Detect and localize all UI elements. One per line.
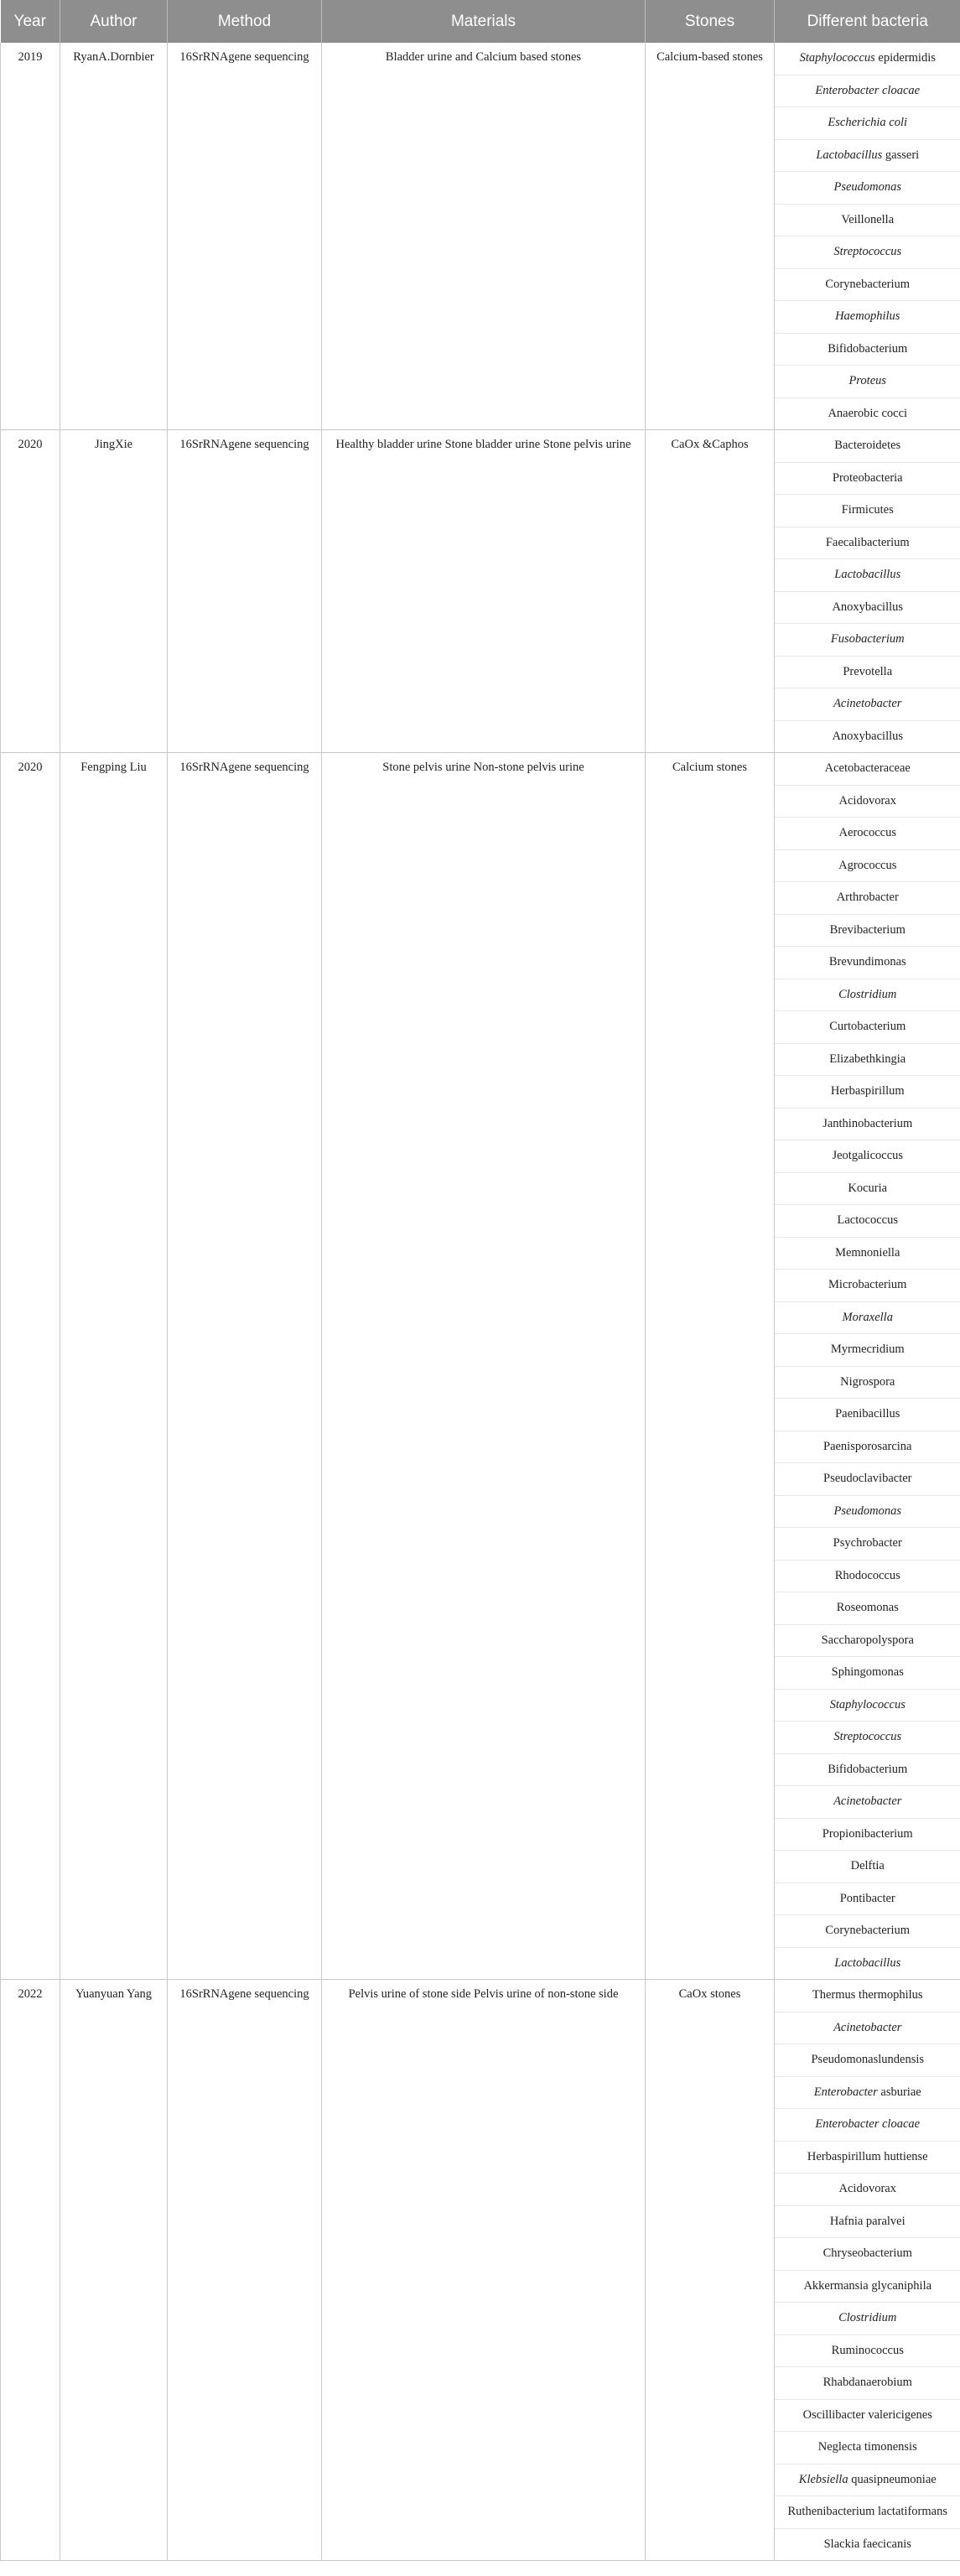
cell-bacteria: [775, 2238, 960, 2271]
bacteria-plain-part: Faecalibacterium: [825, 535, 910, 549]
bacteria-plain-part: Anaerobic cocci: [828, 406, 908, 420]
cell-stones: Calcium-based stones: [646, 43, 775, 430]
bacteria-italic-part: Pseudomonas: [833, 180, 902, 195]
bacteria-plain-part: Veillonella: [841, 212, 895, 226]
bacteria-plain-part: Anoxybacillus: [832, 729, 904, 743]
cell-bacteria: [775, 979, 960, 1011]
cell-bacteria: [775, 2464, 960, 2496]
bacteria-plain-part: quasipneumoniae: [848, 2472, 937, 2486]
cell-bacteria: [775, 2270, 960, 2303]
bacteria-plain-part: Ruthenibacterium lactatiformans: [787, 2505, 947, 2519]
bacteria-italic-part: Klebsiella: [798, 2472, 848, 2486]
bacteria-plain-part: Lactococcus: [837, 1213, 898, 1228]
cell-year: 2019: [1, 43, 60, 430]
cell-bacteria: [775, 1463, 960, 1496]
bacteria-plain-part: Brevundimonas: [828, 955, 906, 969]
cell-bacteria: [775, 1657, 960, 1690]
cell-materials: Healthy bladder urine Stone bladder urine Stone pelvis urine: [322, 430, 646, 753]
cell-bacteria: [775, 397, 960, 430]
cell-bacteria: [775, 1592, 960, 1625]
cell-bacteria: [775, 1140, 960, 1173]
bacteria-plain-part: Rhodococcus: [834, 1568, 900, 1582]
cell-bacteria: [775, 1980, 960, 2012]
table-row: [1, 753, 960, 786]
cell-bacteria: [775, 1076, 960, 1109]
cell-bacteria: [775, 720, 960, 753]
cell-bacteria: [775, 914, 960, 947]
cell-bacteria: [775, 2205, 960, 2238]
cell-bacteria: [775, 2399, 960, 2432]
cell-bacteria: [775, 1947, 960, 1980]
table-row: [1, 430, 960, 463]
bacteria-italic-part: Escherichia coli: [828, 116, 908, 130]
table-body: [1, 43, 960, 2561]
cell-bacteria: [775, 1915, 960, 1948]
bacteria-plain-part: Rhabdanaerobium: [822, 2376, 912, 2390]
bacteria-italic-part: Enterobacter: [813, 2085, 878, 2099]
cell-bacteria: [775, 1624, 960, 1657]
cell-bacteria: [775, 1722, 960, 1754]
cell-bacteria: [775, 753, 960, 786]
header-method: Method: [168, 0, 322, 43]
bacteria-plain-part: Pseudomonaslundensis: [811, 2053, 925, 2067]
header-author: Author: [60, 0, 168, 43]
cell-bacteria: [775, 849, 960, 882]
bacteria-plain-part: Microbacterium: [828, 1278, 907, 1292]
bacteria-plain-part: Acidovorax: [838, 2182, 896, 2196]
bacteria-plain-part: Pseudoclavibacter: [823, 1472, 912, 1486]
cell-author: RyanA.Dornbier: [60, 43, 168, 430]
cell-bacteria: [775, 2367, 960, 2400]
bacteria-italic-part: Enterobacter cloacae: [815, 83, 921, 97]
bacteria-plain-part: Bifidobacterium: [828, 1762, 908, 1776]
bacteria-plain-part: Akkermansia glycaniphila: [803, 2278, 932, 2293]
bacteria-italic-part: Lactobacillus: [834, 1955, 901, 1970]
cell-bacteria: [775, 527, 960, 559]
table-row: [1, 1980, 960, 2012]
cell-bacteria: [775, 107, 960, 140]
cell-bacteria: [775, 1108, 960, 1140]
bacteria-plain-part: Neglecta timonensis: [817, 2440, 917, 2454]
bacteria-plain-part: Corynebacterium: [825, 1924, 911, 1938]
bacteria-plain-part: Roseomonas: [836, 1601, 899, 1615]
bacteria-plain-part: Hafnia paralvei: [829, 2214, 906, 2228]
cell-stones: CaOx stones: [646, 1980, 775, 2561]
header-stones: Stones: [646, 0, 775, 43]
bacteria-italic-part: Pseudomonas: [833, 1504, 902, 1518]
bacteria-plain-part: Slackia faecicanis: [823, 2537, 911, 2551]
cell-bacteria: [775, 2528, 960, 2561]
cell-bacteria: [775, 1043, 960, 1076]
cell-bacteria: [775, 2012, 960, 2044]
bacteria-plain-part: Oscillibacter valericigenes: [802, 2407, 932, 2422]
cell-bacteria: [775, 1301, 960, 1334]
cell-bacteria: [775, 75, 960, 107]
bacteria-plain-part: Chryseobacterium: [822, 2246, 912, 2261]
cell-bacteria: [775, 1011, 960, 1044]
bacteria-plain-part: Jeotgalicoccus: [832, 1149, 904, 1163]
cell-bacteria: [775, 688, 960, 721]
bacteria-plain-part: Nigrospora: [840, 1374, 895, 1389]
bacteria-italic-part: Clostridium: [838, 2311, 897, 2325]
cell-bacteria: [775, 818, 960, 850]
header-year: Year: [1, 0, 60, 43]
bacteria-plain-part: Pontibacter: [839, 1891, 895, 1905]
cell-bacteria: [775, 366, 960, 398]
bacteria-plain-part: Sphingomonas: [831, 1665, 904, 1680]
bacteria-italic-part: Streptococcus: [833, 1730, 902, 1744]
cell-bacteria: [775, 1172, 960, 1205]
cell-bacteria: [775, 2303, 960, 2335]
bacteria-plain-part: Psychrobacter: [833, 1536, 902, 1550]
cell-stones: Calcium stones: [646, 753, 775, 1980]
cell-bacteria: [775, 947, 960, 979]
bacteria-plain-part: asburiae: [877, 2085, 921, 2099]
bacteria-italic-part: Lactobacillus: [834, 568, 901, 582]
bacteria-plain-part: Corynebacterium: [825, 277, 911, 291]
cell-bacteria: [775, 1528, 960, 1561]
cell-bacteria: [775, 2044, 960, 2077]
cell-bacteria: [775, 495, 960, 527]
cell-materials: Bladder urine and Calcium based stones: [322, 43, 646, 430]
cell-bacteria: [775, 2432, 960, 2464]
cell-method: 16SrRNAgene sequencing: [168, 1980, 322, 2561]
cell-bacteria: [775, 139, 960, 172]
bacteria-plain-part: Curtobacterium: [829, 1020, 906, 1034]
bacteria-italic-part: Acinetobacter: [833, 2020, 902, 2034]
bacteria-plain-part: gasseri: [882, 148, 920, 162]
cell-bacteria: [775, 1883, 960, 1915]
bacteria-plain-part: Bacteroidetes: [834, 439, 901, 453]
cell-stones: CaOx &Caphos: [646, 430, 775, 753]
cell-bacteria: [775, 1851, 960, 1883]
bacteria-plain-part: epidermidis: [874, 51, 936, 65]
bacteria-plain-part: Arthrobacter: [836, 891, 899, 905]
bacteria-plain-part: Acidovorax: [838, 793, 896, 808]
bacteria-plain-part: Agrococcus: [838, 858, 897, 872]
bacteria-italic-part: Streptococcus: [833, 245, 902, 259]
cell-bacteria: [775, 785, 960, 818]
bacteria-plain-part: Paenibacillus: [835, 1407, 900, 1421]
cell-bacteria: [775, 301, 960, 334]
bacteria-plain-part: Saccharopolyspora: [821, 1633, 914, 1647]
cell-bacteria: [775, 268, 960, 301]
cell-bacteria: [775, 2334, 960, 2367]
table-row: [1, 43, 960, 75]
cell-bacteria: [775, 1270, 960, 1302]
cell-bacteria: [775, 1431, 960, 1463]
bacteria-italic-part: Proteus: [848, 374, 887, 388]
cell-materials: Pelvis urine of stone side Pelvis urine of non-stone side: [322, 1980, 646, 2561]
cell-bacteria: [775, 1560, 960, 1592]
cell-bacteria: [775, 2496, 960, 2529]
bacteria-italic-part: Lactobacillus: [816, 148, 883, 162]
cell-bacteria: [775, 43, 960, 75]
bacteria-plain-part: Herbaspirillum: [830, 1084, 905, 1098]
cell-author: Yuanyuan Yang: [60, 1980, 168, 2561]
cell-bacteria: [775, 1237, 960, 1270]
cell-bacteria: [775, 333, 960, 366]
cell-materials: Stone pelvis urine Non-stone pelvis urine: [322, 753, 646, 1980]
bacteria-italic-part: Moraxella: [842, 1310, 893, 1324]
cell-author: Fengping Liu: [60, 753, 168, 1980]
cell-bacteria: [775, 624, 960, 657]
cell-bacteria: [775, 2109, 960, 2142]
cell-bacteria: [775, 1753, 960, 1786]
cell-bacteria: [775, 1689, 960, 1722]
cell-bacteria: [775, 1334, 960, 1367]
cell-bacteria: [775, 1366, 960, 1399]
cell-bacteria: [775, 656, 960, 688]
cell-bacteria: [775, 204, 960, 236]
bacteria-plain-part: Firmicutes: [841, 503, 894, 517]
cell-bacteria: [775, 1818, 960, 1851]
bacteria-plain-part: Thermus thermophilus: [812, 1988, 923, 2002]
bacteria-plain-part: Bifidobacterium: [828, 341, 908, 356]
header-materials: Materials: [322, 0, 646, 43]
bacteria-italic-part: Acinetobacter: [833, 1794, 902, 1809]
header-bacteria: Different bacteria: [775, 0, 960, 43]
cell-bacteria: [775, 559, 960, 592]
bacteria-italic-part: Acinetobacter: [833, 697, 902, 711]
cell-bacteria: [775, 882, 960, 915]
bacteria-italic-part: Haemophilus: [835, 309, 900, 324]
cell-bacteria: [775, 1205, 960, 1238]
cell-bacteria: [775, 2174, 960, 2206]
bacteria-italic-part: Staphylococcus: [829, 1697, 906, 1711]
cell-bacteria: [775, 2076, 960, 2109]
bacteria-plain-part: Prevotella: [843, 664, 893, 678]
bacteria-plain-part: Paenisporosarcina: [823, 1439, 912, 1453]
bacteria-plain-part: Delftia: [850, 1859, 885, 1873]
cell-bacteria: [775, 1786, 960, 1819]
bacteria-italic-part: Fusobacterium: [830, 632, 905, 647]
cell-bacteria: [775, 172, 960, 205]
bacteria-plain-part: Herbaspirillum huttiense: [807, 2149, 928, 2163]
cell-method: 16SrRNAgene sequencing: [168, 43, 322, 430]
bacteria-plain-part: Janthinobacterium: [822, 1116, 913, 1130]
cell-year: 2020: [1, 753, 60, 1980]
cell-bacteria: [775, 236, 960, 269]
bacteria-italic-part: Clostridium: [838, 987, 897, 1001]
bacteria-italic-part: Enterobacter cloacae: [815, 2117, 921, 2132]
bacteria-plain-part: Kocuria: [848, 1181, 888, 1195]
bacteria-plain-part: Elizabethkingia: [829, 1052, 906, 1066]
bacteria-plain-part: Propionibacterium: [822, 1826, 913, 1841]
cell-bacteria: [775, 1495, 960, 1528]
bacteria-plain-part: Memnoniella: [835, 1245, 900, 1259]
bacteria-plain-part: Acetobacteraceae: [824, 761, 911, 776]
cell-bacteria: [775, 462, 960, 495]
cell-author: JingXie: [60, 430, 168, 753]
cell-method: 16SrRNAgene sequencing: [168, 430, 322, 753]
bacteria-plain-part: Aerococcus: [838, 826, 896, 840]
cell-year: 2020: [1, 430, 60, 753]
cell-year: 2022: [1, 1980, 60, 2561]
bacteria-plain-part: Ruminococcus: [831, 2343, 904, 2357]
header-row: [1, 0, 960, 43]
cell-bacteria: [775, 1399, 960, 1431]
bacteria-plain-part: Brevibacterium: [829, 922, 906, 937]
bacteria-plain-part: Anoxybacillus: [832, 600, 904, 614]
cell-method: 16SrRNAgene sequencing: [168, 753, 322, 1980]
cell-bacteria: [775, 2141, 960, 2174]
cell-bacteria: [775, 591, 960, 624]
bacteria-plain-part: Myrmecridium: [830, 1343, 905, 1357]
bacteria-italic-part: Staphylococcus: [799, 51, 875, 65]
cell-bacteria: [775, 430, 960, 463]
bacteria-plain-part: Proteobacteria: [832, 470, 903, 485]
